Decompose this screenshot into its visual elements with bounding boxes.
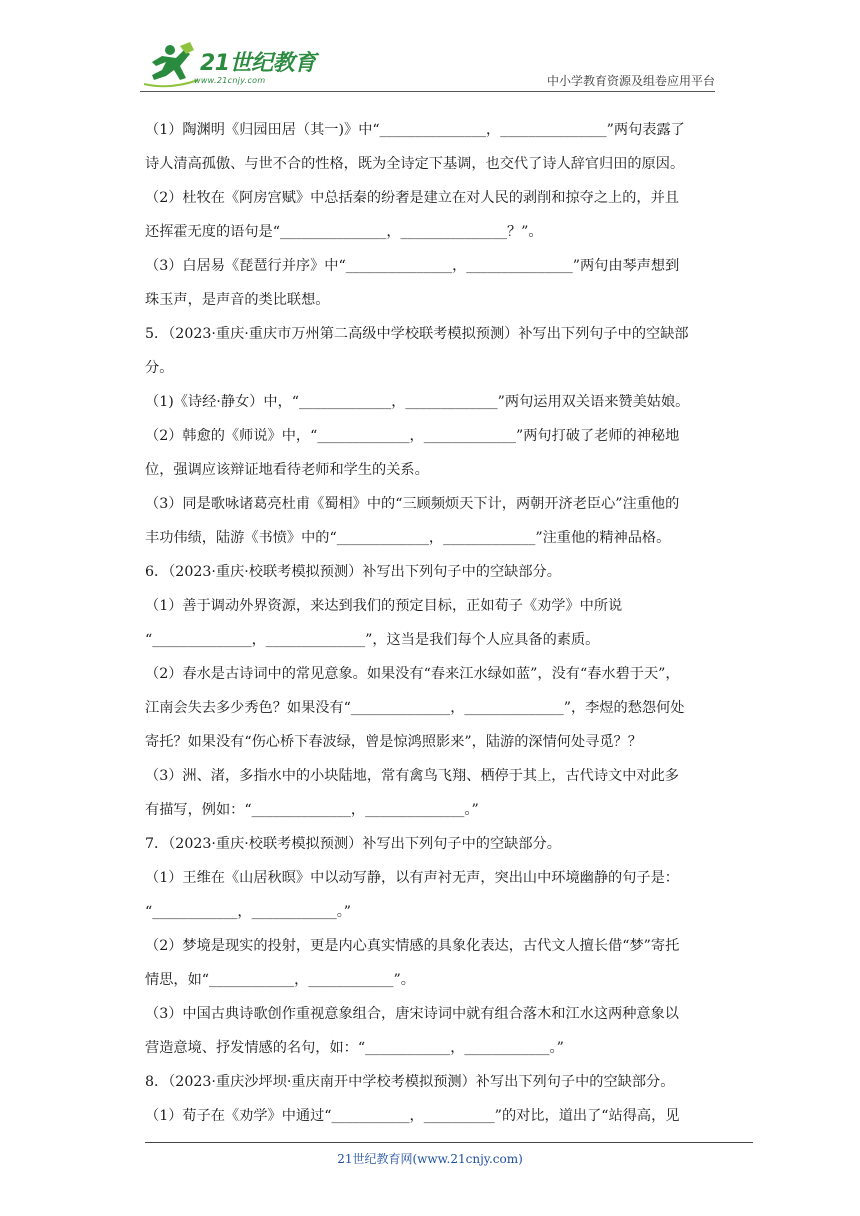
text-line: （1）王维在《山居秋暝》中以动写静，以有声衬无声，突出山中环境幽静的句子是： bbox=[145, 870, 679, 886]
text-line: （2）春水是古诗词中的常见意象。如果没有“春来江水绿如蓝”，没有“春水碧于天”， bbox=[145, 666, 680, 682]
text-line: （1）陶渊明《归园田居（其一)》中“_______________，_______________”两句表露了 bbox=[145, 122, 685, 138]
text-line: 寄托？如果没有“伤心桥下春波绿，曾是惊鸿照影来”，陆游的深情何处寻觅？？ bbox=[145, 734, 642, 750]
text-line: （3）洲、渚，多指水中的小块陆地，常有禽鸟飞翔、栖停于其上，古代诗文中对此多 bbox=[145, 768, 679, 784]
text-line: （2）梦境是现实的投射，更是内心真实情感的具象化表达，古代文人擅长借“梦”寄托 bbox=[145, 938, 680, 954]
logo-text: 21世纪教育 bbox=[200, 51, 316, 76]
text-line: 有描写，例如：“______________，______________。” bbox=[145, 802, 479, 818]
text-line: “____________，____________。” bbox=[145, 904, 352, 920]
text-line: 还挥霍无度的语句是“_______________，_______________？”。 bbox=[145, 224, 543, 240]
text-line: 分。 bbox=[145, 360, 174, 376]
text-line: 位，强调应该辩证地看待老师和学生的关系。 bbox=[145, 462, 429, 478]
page-header bbox=[140, 40, 715, 90]
header-divider bbox=[140, 91, 715, 92]
document-body bbox=[145, 113, 715, 1133]
question-heading: 7．（2023·重庆·校联考模拟预测）补写出下列句子中的空缺部分。 bbox=[145, 836, 561, 852]
page-footer: 21世纪教育网(www.21cnjy.com) bbox=[337, 1152, 523, 1166]
runner-logo-icon bbox=[140, 40, 200, 90]
text-line: 情思，如“____________，____________”。 bbox=[145, 972, 415, 988]
text-line: （3）同是歌咏诸葛亮杜甫《蜀相》中的“三顾频烦天下计，两朝开济老臣心”注重他的 bbox=[145, 496, 680, 512]
site-logo bbox=[140, 40, 320, 90]
text-line: （3）中国古典诗歌创作重视意象组合，唐宋诗词中就有组合落木和江水这两种意象以 bbox=[145, 1006, 679, 1022]
text-line: 珠玉声，是声音的类比联想。 bbox=[145, 292, 330, 308]
text-line: （1）荀子在《劝学》中通过“___________，__________”的对比，道出了“站得高，见 bbox=[145, 1108, 680, 1124]
logo-url: www.21cnjy.com bbox=[194, 76, 266, 85]
platform-title: 中小学教育资源及组卷应用平台 bbox=[546, 74, 715, 88]
question-heading: 5．（2023·重庆·重庆市万州第二高级中学校联考模拟预测）补写出下列句子中的空缺部 bbox=[145, 326, 689, 342]
text-line: （2）杜牧在《阿房宫赋》中总括秦的纷奢是建立在对人民的剥削和掠夺之上的，并且 bbox=[145, 190, 679, 206]
text-line: （1）善于调动外界资源，来达到我们的预定目标，正如荀子《劝学》中所说 bbox=[145, 598, 623, 614]
text-line: （2）韩愈的《师说》中，“_____________，_____________”两句打破了老师的神秘地 bbox=[145, 428, 680, 444]
text-line: 诗人清高孤傲、与世不合的性格，既为全诗定下基调，也交代了诗人辞官归田的原因。 bbox=[145, 156, 685, 172]
question-heading: 6．（2023·重庆·校联考模拟预测）补写出下列句子中的空缺部分。 bbox=[145, 564, 561, 580]
text-line: （3）白居易《琵琶行并序》中“_______________，_______________”两句由琴声想到 bbox=[145, 258, 680, 274]
question-heading: 8．（2023·重庆沙坪坝·重庆南开中学校考模拟预测）补写出下列句子中的空缺部分。 bbox=[145, 1074, 675, 1090]
text-line: 江南会失去多少秀色？如果没有“______________，______________”，李煜的愁怨何处 bbox=[145, 700, 685, 716]
footer-divider bbox=[145, 1142, 753, 1143]
text-line: “______________，______________”，这当是我们每个人应具备的素质。 bbox=[145, 632, 600, 648]
text-line: 丰功伟绩，陆游《书愤》中的“_____________，_____________”注重他的精神品格。 bbox=[145, 530, 671, 546]
text-line: 营造意境、抒发情感的名句，如：“____________，____________。” bbox=[145, 1040, 564, 1056]
text-line: （1)《诗经·静女）中，“_____________，_____________”两句运用双关语来赞美姑娘。 bbox=[145, 394, 690, 410]
